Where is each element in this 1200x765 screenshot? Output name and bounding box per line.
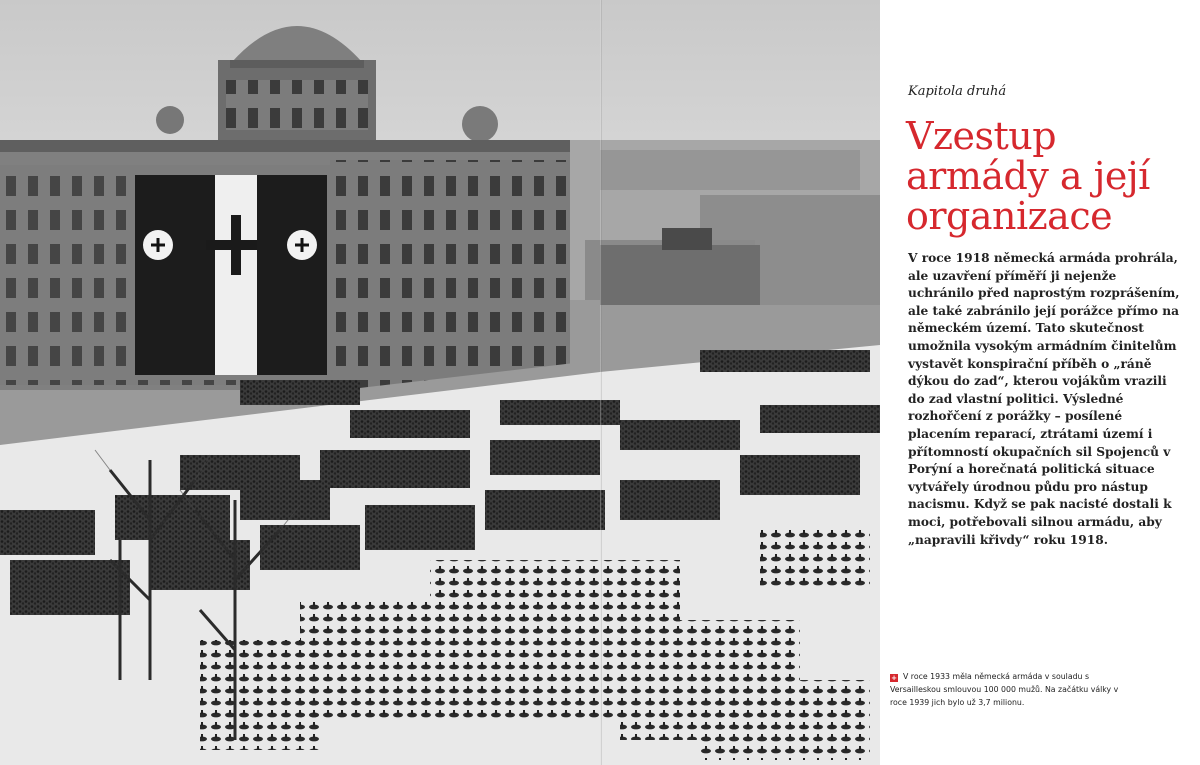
photo-caption — [890, 670, 1136, 709]
caption-text: V roce 1933 měla německá armáda v souladu s Versailleskou smlouvou 100 000 mužů. Na začátku války v roce 1939 jich bylo už 3,7 milionu. — [890, 672, 1119, 707]
chapter-label: Kapitola druhá — [908, 84, 1007, 99]
chapter-title: Vzestup armády a její organizace — [906, 114, 1150, 238]
text-page — [880, 0, 1200, 765]
page-gutter — [600, 0, 602, 765]
plus-square-icon: + — [891, 674, 897, 682]
body-paragraph: V roce 1918 německá armáda prohrála, ale uzavření příměří ji nejenže uchránilo před naprostým rozprášením, ale také zabránilo její porážce přímo na německém území. Tato skutečnost umožnila vysokým armádním činitelům vystavět konspirační příběh o „ráně dýkou do zad“, kterou vojákům vrazili do zad vlastní politici. Výsledné rozhořčení z porážky – posílené placením reparací, ztrátami území i přítomností okupačních sil Spojenců v Porýní a horečnatá politická situace vytvářely úrodnou půdu pro nástup nacismu. Když se pak nacisté dostali k moci, potřebovali silnou armádu, aby „napravili křivdy“ roku 1918. — [908, 251, 1180, 547]
